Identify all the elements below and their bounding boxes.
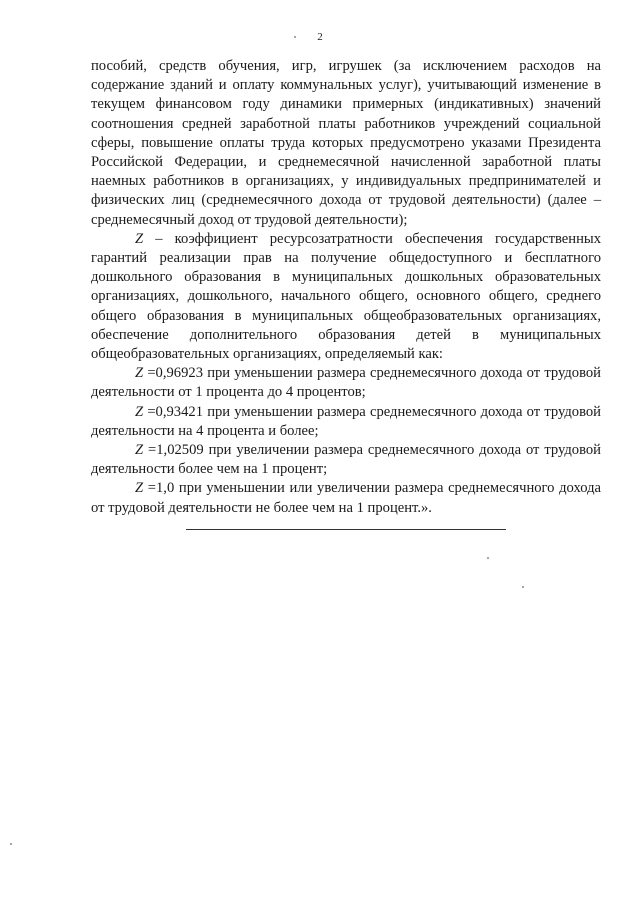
paragraph-z-case-1-text: =0,96923 при уменьшении размера среднемесячного дохода от трудовой деятельности от 1 процента до 4 процентов; <box>91 365 601 401</box>
paragraph-z-case-2-text: =0,93421 при уменьшении размера среднемесячного дохода от трудовой деятельности на 4 процента и более; <box>91 403 601 439</box>
paragraph-z-case-3 <box>91 441 601 479</box>
scan-speck <box>522 586 524 588</box>
scan-speck <box>487 557 489 559</box>
paragraph-z-case-4 <box>91 479 601 517</box>
paragraph-z-case-2 <box>91 403 601 441</box>
closing-divider-line <box>186 529 506 530</box>
scan-speck <box>10 843 12 845</box>
document-body <box>91 57 601 518</box>
paragraph-z-definition <box>91 230 601 364</box>
paragraph-z-case-4-text: =1,0 при уменьшении или увеличении размера среднемесячного дохода от трудовой деятельности не более чем на 1 процент.». <box>91 480 601 516</box>
page-number: 2 <box>317 31 323 43</box>
variable-z: Z <box>135 365 144 382</box>
paragraph-z-definition-text: – коэффициент ресурсозатратности обеспечения государственных гарантий реализации прав на получение общедоступного и бесплатного дошкольного образования в муниципальных дошкольных образовательных организациях, дошкольного, начального общего, основного общего, среднего общего образования в муниципальных общеобразовательных организациях, обеспечение дополнительного образования детей в муниципальных общеобразовательных организациях, определяемый как: <box>91 230 601 363</box>
paragraph-allowances: пособий, средств обучения, игр, игрушек (за исключением расходов на содержание зданий и оплату коммунальных услуг), учитывающий изменение в текущем финансовом году динамики примерных (индикативных) значений соотношения средней заработной платы работников учреждений социальной сферы, повышение оплаты труда которых предусмотрено указами Президента Российской Федерации, и среднемесячной начисленной заработной платы наемных работников в организациях, у индивидуальных предпринимателей и физических лиц (среднемесячного дохода от трудовой деятельности) (далее –среднемесячный доход от трудовой деятельности); <box>91 58 601 228</box>
variable-z: Z <box>135 403 144 420</box>
scan-speck <box>294 36 296 38</box>
paragraph-z-case-1 <box>91 364 601 402</box>
variable-z: Z <box>135 230 144 247</box>
variable-z: Z <box>135 442 144 459</box>
variable-z: Z <box>135 480 144 497</box>
paragraph-z-case-3-text: =1,02509 при увеличении размера среднемесячного дохода от трудовой деятельности более чем на 1 процент; <box>91 442 601 478</box>
